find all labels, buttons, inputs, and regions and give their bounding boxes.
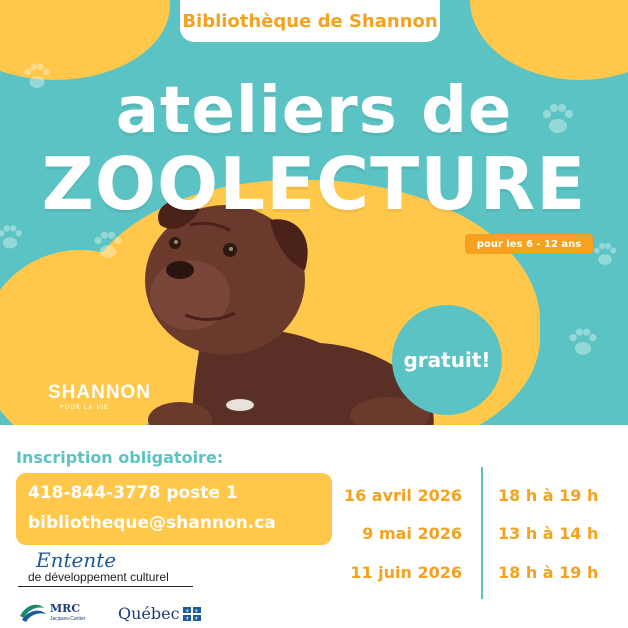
mrc-logo-icon — [18, 598, 96, 624]
mrc-label: MRC — [50, 602, 81, 615]
paw-print-icon — [0, 222, 26, 254]
svg-text:⚜: ⚜ — [193, 615, 199, 621]
title-line-1: ateliers de — [115, 74, 513, 148]
mrc-sublabel: Jacques-Cartier — [50, 616, 86, 622]
library-name-tab — [180, 0, 440, 42]
paw-print-icon — [590, 240, 620, 270]
schedule-divider — [481, 467, 483, 599]
session-time: 18 h à 19 h — [498, 486, 599, 505]
logo-tagline: POUR LA VIE — [60, 404, 109, 411]
svg-text:⚜: ⚜ — [184, 615, 190, 621]
session-date: 16 avril 2026 — [343, 486, 462, 505]
logo-name: SHANNON — [48, 382, 152, 403]
paw-print-icon — [565, 325, 601, 361]
contact-box — [16, 473, 332, 545]
entente-subtitle: de développement culturel — [28, 570, 169, 584]
shannon-logo — [48, 382, 158, 411]
phone-number[interactable]: 418-844-3778 poste 1 — [28, 483, 238, 503]
quebec-label: Québec — [118, 604, 180, 623]
free-label: gratuit! — [403, 348, 491, 372]
quebec-flag-icon — [183, 607, 201, 621]
entente-logo — [18, 550, 218, 587]
session-date: 11 juin 2026 — [350, 563, 462, 582]
registration-title: Inscription obligatoire: — [16, 448, 224, 467]
paw-print-icon — [90, 228, 126, 264]
session-time: 18 h à 19 h — [498, 563, 599, 582]
session-time: 13 h à 14 h — [498, 524, 599, 543]
quebec-logo — [118, 604, 201, 623]
entente-title: Entente — [36, 548, 117, 572]
title-line-2: ZOOLECTURE — [41, 142, 587, 226]
library-name: Bibliothèque de Shannon — [182, 10, 438, 32]
age-badge: pour les 6 - 12 ans — [465, 234, 593, 254]
free-badge — [392, 305, 502, 415]
svg-text:⚜: ⚜ — [193, 608, 199, 614]
entente-underline — [18, 586, 193, 587]
svg-text:⚜: ⚜ — [184, 608, 190, 614]
yellow-blob-top-right — [470, 0, 628, 80]
session-date: 9 mai 2026 — [362, 524, 462, 543]
email-address[interactable]: bibliotheque@shannon.ca — [28, 513, 276, 533]
